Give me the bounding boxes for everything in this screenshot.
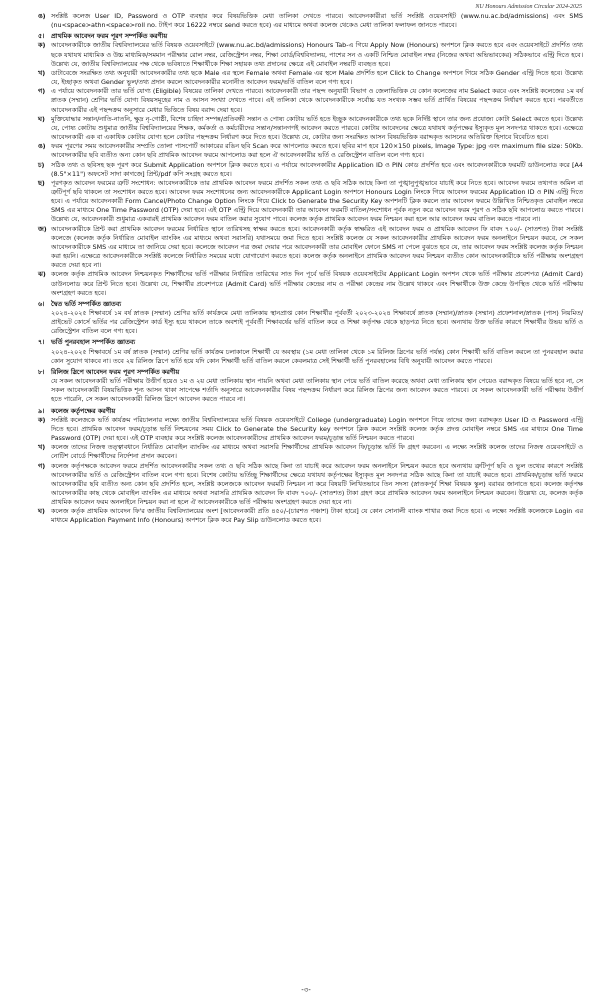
list-item xyxy=(38,161,583,179)
item-text: কলেজ তাদের নিজস্ব তত্ত্বাবধানে নির্ধারিত মোবাইল ব্যাংকিং এর মাধ্যমে অথবা সরাসরি শিক্ষার্থীদের প্রাথমিক আবেদন ফি/চূড়ান্ত ভর্তি ফি গ্রহণ করবেন। এ লক্ষ্যে সংশ্লিষ্ট কলেজ তাদের নিজস্ব ওয়েবসাইটে ও নোটিশ বোর্ডে শিক্ষার্থীদের নির্দেশনা প্রদান করবেন। xyxy=(51,443,583,461)
section-title: কলেজ কর্তৃপক্ষের করণীয় xyxy=(51,406,116,415)
list-item xyxy=(38,377,583,404)
item-number: গ) xyxy=(38,461,46,470)
list-item xyxy=(38,179,583,225)
list-item xyxy=(38,225,583,271)
item-text: সংশ্লিষ্ট কলেজকে ভর্তি কার্যক্রম পরিচালনার লক্ষ্যে জাতীয় বিশ্ববিদ্যালয়ের ভর্তি বিষয়ক ওয়েবসাইটে College (undergraduate) Login অপশনে গিয়ে তাদের জন্য বরাদ্দকৃত User ID ও Password এন্ট্রি দিতে হবে। প্রাথমিক আবেদন ফরম/চূড়ান্ত ভর্তি নিশ্চয়নের সময় Click to Generate the Security key অপশনে ক্লিক করলে সংশ্লিষ্ট কলেজ কর্তৃক প্রদত্ত মোবাইল নম্বরে SMS এর মাধ্যমে One Time Password (OTP) দেয়া হবে। এই OTP ব্যবহার করে সংশ্লিষ্ট কলেজ আবেদনকারীদের প্রাথমিক আবেদন ফরম/চূড়ান্ত ভর্তি নিশ্চয়ন করতে পারবে। xyxy=(51,415,583,443)
item-text: আবেদনকারীকে প্রিন্ট করা প্রাথমিক আবেদন ফরমের নির্ধারিত স্থানে তারিখসহ স্বাক্ষর করতে হবে। আবেদনকারী কর্তৃক স্বাক্ষরিত এই আবেদন ফরম ও প্রাথমিক আবেদন ফি বাবদ ৭০০/- (সাতশত) টাকা সংশ্লিষ্ট কলেজে (কলেজ কর্তৃক নির্ধারিত মোবাইল ব্যাংকিং এর মাধ্যমে অথবা সরাসরি) যথাসময়ে জমা দিতে হবে। সংশ্লিষ্ট কলেজ যে সকল আবেদনকারীর প্রাথমিক আবেদন ফরম অনলাইনে নিশ্চয়ন করবে, সে সকল আবেদনকারীকে SMS এর মাধ্যমে তা জানিয়ে দেয়া হবে। কলেজে আবেদন পত্র জমা দেয়ার পরে আবেদনকারী তার মোবাইল ফোনে SMS না পেলে বুঝতে হবে যে, তার আবেদন ফরম সংশ্লিষ্ট কলেজ কর্তৃক নিশ্চয়ন করা হয়নি। এক্ষেত্রে আবেদনকারীকে সংশ্লিষ্ট কলেজে নির্ধারিত সময়ের মধ্যে যোগাযোগ করতে হবে। কলেজ কর্তৃক অনলাইনে প্রাথমিক আবেদন ফরম নিশ্চয়ন ব্যতীত কোন আবেদনকারীকে ভর্তি পরীক্ষায় অংশগ্রহণ করতে দেয়া হবে না। xyxy=(51,224,583,270)
item-number: ঝ) xyxy=(38,270,46,279)
item-text: সংশ্লিষ্ট কলেজ User ID, Password ও OTP ব্যবহার করে বিষয়ভিত্তিক মেধা তালিকা দেখতে পারবে। আবেদনকারীরা ভর্তি সংশ্লিষ্ট ওয়েবসাইট (www.nu.ac.bd/admissions) এবং SMS (nu<space>athn<space>roll no. টাইপ করে 16222 নম্বরে send করতে হবে) এর মাধ্যমে অথবা কলেজ থেকেও মেধা তালিকা ফলাফল জানতে পারবে। xyxy=(51,12,583,30)
item-text: ২০২৪-২০২৫ শিক্ষাবর্ষে ১ম বর্ষ স্নাতক (সম্মান) শ্রেণির ভর্তি কার্যক্রমে মেধা তালিকায় স্থানপ্রাপ্ত কোন শিক্ষার্থীর পূর্ববর্তী ২০২৩-২০২৪ শিক্ষাবর্ষে স্নাতক (সম্মান)/স্নাতক (সম্মান) প্রফেশনাল/স্নাতক (পাস) নিয়মিত/প্রাইভেট কোর্সে ভর্তির পর রেজিস্ট্রেশন কার্ড ইস্যু হয়ে থাকলে তাকে অবশ্যই পূর্ববর্তী শিক্ষাবর্ষের ভর্তি বাতিল করে ও শিক্ষা কর্তৃপক্ষ থেকে ছাড়পত্র নিতে হবে। অন্যথায় উক্ত ভর্তির কারণে শিক্ষার্থীর উভয় ভর্তি ও রেজিস্ট্রেশন বাতিল বলে গণ্য হবে। xyxy=(51,309,583,336)
list-item xyxy=(38,87,583,114)
item-text: কলেজ কর্তৃপক্ষকে আবেদন ফরমে প্রদর্শিত আবেদনকারীর সকল তথ্য ও ছবি সঠিক আছে কিনা তা যাচাই করে আবেদন ফরম অনলাইনে নিশ্চয়ন করতে হবে অন্যথায় ত্রুটিপূর্ণ ছবি ও ভুল তথ্যের কারণে সংশ্লিষ্ট আবেদনকারীর ভর্তি ও রেজিস্ট্রেশন বাতিল বলে গণ্য হবে। বিশেষ কোটায় ভর্তিচ্ছু শিক্ষার্থীদের ক্ষেত্রে যথাযথ কর্তৃপক্ষের ইস্যুকৃত মূল সনদপত্র সঠিক আছে কিনা তা যাচাই করতে হবে। প্রাথমিক/চূড়ান্ত ভর্তি ফরমে আবেদনকারীর ছবি ব্যতীত অন্য কোন ছবি প্রদর্শিত হলে, সংশ্লিষ্ট কলেজকে আবেদন ফরমটি নিশ্চয়ন না করে বিষয়টি লিখিতভাবে তিন সদস্য (স্নাতকপূর্ব শিক্ষা বিষয়ক স্কুল) বরাবর জানাতে হবে। কলেজ কর্তৃপক্ষ আবেদনকারীর কাছ থেকে মোবাইল ব্যাংকিং এর মাধ্যমে অথবা সরাসরি প্রাথমিক আবেদন ফি বাবদ ৭০০/- (সাতশত) টাকা গ্রহণ করে প্রাথমিক আবেদন ফরম অনলাইনে নিশ্চয়ন করবেন। উল্লেখ্য যে, কলেজ কর্তৃক প্রাথমিক আবেদন ফরম অনলাইনে নিশ্চয়ন করা না হলে ঐ আবেদনকারীকে ভর্তি পরীক্ষায় অংশগ্রহণ করতে দেয়া হবে না। xyxy=(51,461,583,507)
section-title: ভর্তি পুনরবহাল সম্পর্কিত জ্ঞাতব্য xyxy=(51,338,136,347)
item-text: মুক্তিযোদ্ধার সন্তান/নাতি-নাতনি, ক্ষুদ্র নৃ-গোষ্ঠী, বিশেষ চাহিদা সম্পন্ন/প্রতিবন্ধী সন্তান ও পোষ্য কোটায় ভর্তি হতে ইচ্ছুক আবেদনকারীকে তথ্য ছকে নির্দিষ্ট স্থানে তার জন্য প্রযোজ্য কোটা Select করতে হবে। উল্লেখ্য যে, পোষ্য কোটায় শুধুমাত্র জাতীয় বিশ্ববিদ্যালয়ের শিক্ষক, কর্মকর্তা ও কর্মচারীদের সন্তান/সন্তানগণই আবেদন করতে পারবে। কোটায় আবেদনের ক্ষেত্রে যথাযথ কর্তৃপক্ষের ইস্যুকৃত মূল সনদপত্র থাকতে হবে। এক্ষেত্রে আবেদনকারী এক বা একাধিক কোটায় যোগ্য হলে কোটার পছন্দক্রম নির্ধারণ করে দিতে হবে। উল্লেখ্য যে, কোটার জন্য সংরক্ষিত আসন বিষয়ভিত্তিক বরাদ্দকৃত আসনের অতিরিক্ত হিসাবে বিবেচিত হবে। xyxy=(51,114,583,142)
list-item xyxy=(38,270,583,297)
section-heading xyxy=(38,368,583,377)
header-note: NU Honours Admission Circular 2024-2025 xyxy=(475,4,582,10)
list-item xyxy=(38,142,583,160)
item-number: খ) xyxy=(38,443,46,452)
section-heading xyxy=(38,338,583,347)
item-number: খ) xyxy=(38,68,46,77)
item-number: ক) xyxy=(38,415,46,424)
list-item xyxy=(38,309,583,336)
list-item xyxy=(38,41,583,68)
item-number: ঙ) xyxy=(38,12,46,20)
list-item xyxy=(38,348,583,366)
item-number: ঘ) xyxy=(38,507,45,516)
list-item xyxy=(38,115,583,142)
item-number: জ) xyxy=(38,224,47,233)
item-number: ঘ) xyxy=(38,114,45,123)
item-text: ডাটাবেজে সংরক্ষিত তথ্য অনুযায়ী আবেদনকারীর তথ্য ছকে Male এর স্থলে Female অথবা Female এর স্থলে Male প্রদর্শিত হলে Click to Change অপশনে গিয়ে সঠিক Gender এন্ট্রি দিতে হবে। উল্লেখ্য যে, ইচ্ছাকৃত অথবা Gender ভুল/তথ্য প্রদান করলে আবেদনকারীর মনোনীত আবেদন ফরম/ভর্তি বাতিল বলে গণ্য হবে। xyxy=(51,68,583,87)
item-number: ছ) xyxy=(38,178,45,187)
item-number: ৭। xyxy=(38,338,45,347)
item-text: পূরণকৃত আবেদন ফরমের ত্রুটি সংশোধন: আবেদনকারীকে তার প্রাথমিক আবেদন ফরমে প্রদর্শিত সকল তথ্য ও ছবি সঠিক আছে কিনা তা পুঙ্খানুপুঙ্খভাবে যাচাই করে নিতে হবে। আবেদন ফরমে তথ্যগত অমিল বা ত্রুটিপূর্ণ ছবি থাকলে তা সংশোধন করতে হবে। আবেদন ফরম সংশোধনের জন্য আবেদনকারীকে Applicant Login অপশনে Honours Login লিংকে গিয়ে আবেদন ফরমের Application ID ও PIN এন্ট্রি দিতে হবে। এ পর্যায়ে আবেদনকারী Form Cancel/Photo Change Option লিংকে গিয়ে Click to Generate the Security Key অপশনটি ক্লিক করলে তার আবেদন ফরমে উল্লিখিত নিশ্চিতকৃত মোবাইল নম্বরে SMS এর মাধ্যমে One Time Password (OTP) দেয়া হবে। এই OTP এন্ট্রি দিয়ে আবেদনকারী তার আবেদন ফরমটি বাতিল/সংশোধন পূর্বক নতুন করে আবেদন ফরম পূরণ ও সঠিক ছবি আপলোড করতে পারবে। উল্লেখ্য যে, আবেদনকারী শুধুমাত্র একবারই প্রাথমিক আবেদন ফরম বাতিল করার সুযোগ পাবে। কলেজ কর্তৃক প্রাথমিক আবেদন ফরম নিশ্চয়ন করা হলে আর আবেদন ফরম বাতিল করতে পারবে না। xyxy=(51,178,583,224)
list-item xyxy=(38,443,583,461)
item-number: গ) xyxy=(38,87,46,96)
item-number: চ) xyxy=(38,160,45,169)
list-item xyxy=(38,12,583,30)
item-number: ৯। xyxy=(38,406,45,415)
document-body xyxy=(38,12,583,526)
page-number: -৩- xyxy=(301,986,311,994)
item-number: ঙ) xyxy=(38,142,46,151)
item-number: ৫। xyxy=(38,32,45,41)
list-item xyxy=(38,462,583,508)
section-title: রিলিজ স্লিপে আবেদন ফরম পূরণ সম্পর্কিত করণীয় xyxy=(51,367,180,376)
item-text: আবেদনকারীকে জাতীয় বিশ্ববিদ্যালয়ের ভর্তি বিষয়ক ওয়েবসাইটে (www.nu.ac.bd/admissions) Honours Tab-এ গিয়ে Apply Now (Honours) অপশনে ক্লিক করতে হবে এবং ওয়েবসাইটে প্রদর্শিত তথ্য ছকে যথাযথ মাধ্যমিক ও উচ্চ মাধ্যমিক/সমমান পরীক্ষার রোল নম্বর, রেজিস্ট্রেশন নম্বর, শিক্ষা বোর্ড/বিশ্ববিদ্যালয়, পাশের সন ও একটি নিশ্চিত মোবাইল নম্বর (নিজের অথবা অভিভাবকের) সঠিকভাবে এন্ট্রি দিতে হবে। উল্লেখ্য যে, জাতীয় বিশ্ববিদ্যালয়ের পক্ষ থেকে ভবিষ্যতে শিক্ষার্থীকে শিক্ষা সহায়ক তথ্য প্রদানের ক্ষেত্রে এই মোবাইল নম্বরটি ব্যবহৃত হবে। xyxy=(51,41,583,68)
section-heading xyxy=(38,32,583,41)
item-number: ৬। xyxy=(38,299,45,308)
item-text: কলেজ কর্তৃক প্রাথমিক আবেদন ফি'র জাতীয় বিশ্ববিদ্যালয়ের অংশ [আবেদনকারী প্রতি ৪৫০/-(চারশত পঞ্চাশ) টাকা হারে] যে কোন সোনালী ব্যাংক শাখার জমা দিতে হবে। এ লক্ষ্যে সংশ্লিষ্ট কলেজকে Login এর মাধ্যমে Application Payment Info (Honours) অপশনে ক্লিক করে Pay Slip ডাউনলোড করতে হবে। xyxy=(51,507,583,525)
list-item xyxy=(38,69,583,87)
item-text: সঠিক তথ্য ও ছবিসহ ছক পূরণ করে Submit Application অপশনে ক্লিক করতে হবে। এ পর্যায়ে আবেদনকারীর Application ID ও PIN কোড প্রদর্শিত হবে এবং আবেদনকারীকে ফরমটি ডাউনলোড করে [A4 (8.5"×11") অফসেট সাদা কাগজে] প্রিন্ট/pdf কপি সংগ্রহ করতে হবে। xyxy=(51,160,583,178)
item-text: কলেজ কর্তৃক প্রাথমিক আবেদন নিশ্চয়নকৃত শিক্ষার্থীদের ভর্তি পরীক্ষার নির্ধারিত তারিখের সাত দিন পূর্বে ভর্তি বিষয়ক ওয়েবসাইটের Applicant Login অপশন থেকে ভর্তি পরীক্ষার প্রবেশপত্র (Admit Card) ডাউনলোড করে প্রিন্ট নিতে হবে। উল্লেখ্য যে, শিক্ষার্থীর প্রবেশপত্রে (Admit Card) ভর্তি পরীক্ষার কেন্দ্রের নাম ও পরীক্ষা কেন্দ্রের নাম উল্লেখ থাকবে এবং শিক্ষার্থীকে উক্ত কেন্দ্রে উপস্থিত থেকে ভর্তি পরীক্ষায় অংশগ্রহণ করতে হবে। xyxy=(51,270,583,297)
item-number: ক) xyxy=(38,41,46,50)
section-heading xyxy=(38,300,583,309)
section-heading xyxy=(38,407,583,416)
item-number: ৮। xyxy=(38,367,45,376)
section-title: প্রাথমিক আবেদন ফরম পূরণ সম্পর্কিত করণীয় xyxy=(51,32,168,41)
item-text: ২০২৪-২০২৫ শিক্ষাবর্ষে ১ম বর্ষ স্নাতক (সম্মান) শ্রেণির ভর্তি কার্যক্রম চলাকালে শিক্ষার্থী যে অবস্থায় (১ম মেধা তালিকা থেকে ১ম রিলিজ স্লিপের ভর্তি পর্যন্ত) কোন শিক্ষার্থী ভর্তি বাতিল করলে তা পুনরবহাল করার কোন সুযোগ থাকবে না। তবে ২য় রিলিজ স্লিপে ভর্তি হয়ে যদি কোন শিক্ষার্থী ভর্তি বাতিল করলে কেবলমাত্র সেই শিক্ষার্থী ভর্তি পুনরবহালের বিধি অনুযায়ী আবেদন করতে পারবে। xyxy=(51,347,583,365)
item-text: যে সকল আবেদনকারী ভর্তি পরীক্ষায় উত্তীর্ণ হয়েও ১ম ও ২য় মেধা তালিকায় স্থান পায়নি অথবা মেধা তালিকায় স্থান পেয়ে ভর্তি বাতিল করেছে অথবা মেধা তালিকায় স্থান পেয়েও বরাদ্দকৃত বিষয়ে ভর্তি হবে না, সে সকল আবেদনকারী বিষয়ভিত্তিক শূন্য আসন থাকা সাপেক্ষে শর্তাদি অনুসারে আবেদনকারীর বিষয় পছন্দক্রম নির্ধারণ করে রিলিজ স্লিপের জন্য আবেদন করতে পারবে। যে সকল আবেদনকারী ভর্তি পরীক্ষায় উত্তীর্ণ হতে পারেনি, সে সকল আবেদনকারী রিলিজ স্লিপে আবেদন করতে পারবে না। xyxy=(51,377,583,404)
item-text: ফরম পূরণের সময় আবেদনকারীর সম্প্রতি তোলা পাসপোর্ট আকারের রঙিন ছবি Scan করে আপলোড করতে হবে। ছবির মাপ হবে 120×150 pixels, Image Type: jpg এবং maximum file size: 50Kb. আবেদনকারীর ছবি ব্যতীত অন্য কোন ছবি প্রাথমিক আবেদন ফরমে আপলোড করা হলে ঐ আবেদনকারীর ভর্তি ও রেজিস্ট্রেশন বাতিল বলে গণ্য হবে। xyxy=(51,142,583,160)
list-item xyxy=(38,416,583,443)
section-title: দ্বৈত ভর্তি সম্পর্কিত জ্ঞাতব্য xyxy=(51,299,122,308)
list-item xyxy=(38,507,583,525)
item-text: এ পর্যায়ে আবেদনকারী তার ভর্তি যোগ্য (Eligible) বিষয়ের তালিকা দেখতে পারবে। আবেদনকারী তার পছন্দ অনুযায়ী বিভাগ ও জেলাভিত্তিক যে কোন কলেজের নাম Select করবে এবং সংশ্লিষ্ট কলেজের ১ম বর্ষ স্নাতক (সম্মান) শ্রেণির ভর্তি যোগ্য বিষয়সমূহের নাম ও আসন সংখ্যা দেখতে পাবে। এই তালিকা থেকে আবেদনকারীকে সর্বোচ্চ যত সংখ্যক সম্ভব ভর্তি প্রার্থিত বিষয়ের পছন্দক্রম নির্ধারণ করতে হবে। পরবর্তীতে আবেদনকারীর এই পছন্দক্রম অনুসারে মেধার ভিত্তিতে বিষয় বরাদ্দ দেয়া হবে। xyxy=(51,87,583,114)
